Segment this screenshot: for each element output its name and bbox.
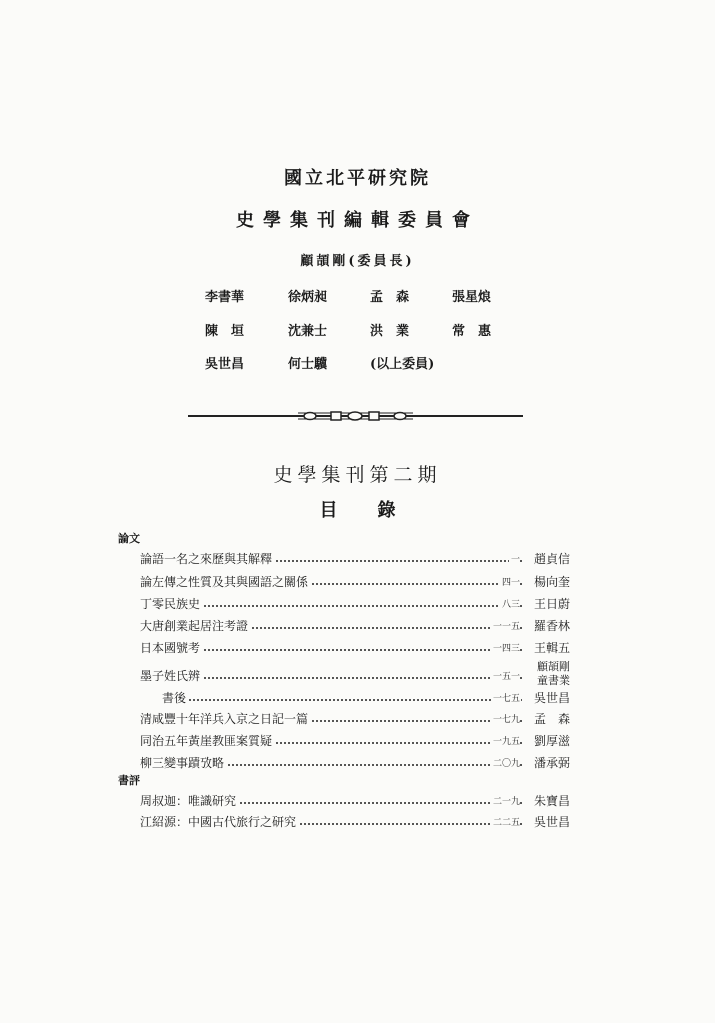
category-label: 書評 — [118, 774, 140, 787]
member-note: (以上委員) — [370, 357, 435, 372]
issue-title: 史學集刊第二期 — [273, 464, 442, 486]
toc-entry — [140, 732, 570, 752]
entry-title: 大唐創業起居注考證 — [140, 617, 251, 634]
member-name: 沈兼士 — [288, 324, 328, 339]
entry-title: 同治五年黃崖教匪案質疑 — [140, 732, 275, 749]
entry-title: 墨子姓氏辨 — [140, 667, 203, 684]
entry-author: 朱寶昌 — [522, 792, 570, 809]
entry-author: 趙貞信 — [522, 550, 570, 567]
committee-name: 史學集刊編輯委員會 — [236, 210, 479, 231]
entry-page: 一四三 — [491, 641, 520, 654]
entry-page: 八三 — [500, 597, 520, 610]
member-name: 陳 垣 — [205, 324, 245, 339]
entry-author: 楊向奎 — [522, 573, 570, 590]
entry-page: 二一九 — [491, 794, 520, 807]
toc-entry — [140, 792, 570, 812]
member-row — [0, 286, 715, 306]
toc-entry — [140, 550, 570, 570]
entry-author: 吳世昌 — [522, 689, 570, 706]
entry-page: 一一五 — [491, 619, 520, 632]
entry-title: 柳三變事蹟攷略 — [140, 754, 227, 771]
entry-authors — [522, 660, 570, 688]
toc-entry — [140, 595, 570, 615]
entry-author: 羅香林 — [522, 617, 570, 634]
entry-author: 童書業 — [537, 674, 570, 687]
entry-author: 王日蔚 — [522, 595, 570, 612]
entry-title: 書後 — [162, 689, 189, 706]
toc-entry — [140, 660, 570, 687]
entry-title: 論語一名之來歷與其解釋 — [140, 550, 275, 567]
entry-author: 王輯五 — [522, 639, 570, 656]
entry-title: 清咸豐十年洋兵入京之日記一篇 — [140, 710, 311, 727]
entry-page: 二二五 — [491, 815, 520, 828]
entry-page: 一五一 — [491, 669, 520, 682]
entry-page: 一 — [509, 552, 520, 565]
entry-page: 一九五 — [491, 734, 520, 747]
toc-entry — [140, 573, 570, 593]
entry-page: 一七九 — [491, 712, 520, 725]
toc-entry — [140, 617, 570, 637]
member-row — [0, 320, 715, 340]
entry-page: 一七五 — [491, 691, 520, 704]
member-name: 何士驥 — [288, 357, 328, 372]
entry-title: 日本國號考 — [140, 639, 203, 656]
entry-title: 江紹源：中國古代旅行之研究 — [140, 813, 299, 830]
entry-author: 孟 森 — [522, 710, 570, 727]
member-row — [0, 353, 715, 373]
entry-author: 潘承弼 — [522, 754, 570, 771]
member-name: 常 惠 — [452, 324, 492, 339]
toc-heading: 目錄 — [319, 500, 436, 521]
member-name: 張星烺 — [452, 290, 492, 305]
member-name: 李書華 — [205, 290, 245, 305]
toc-entry — [140, 639, 570, 659]
entry-title: 論左傳之性質及其與國語之關係 — [140, 573, 311, 590]
member-name: 洪 業 — [370, 324, 410, 339]
member-name: 吳世昌 — [205, 357, 245, 372]
category-label: 論文 — [118, 532, 140, 545]
toc-entry — [140, 710, 570, 730]
institution-name: 國立北平研究院 — [284, 168, 431, 189]
toc-entry — [162, 689, 570, 709]
member-name: 孟 森 — [370, 290, 410, 305]
ornamental-divider — [188, 405, 523, 427]
toc-entry — [140, 813, 570, 833]
entry-title: 丁零民族史 — [140, 595, 203, 612]
member-name: 徐炳昶 — [288, 290, 328, 305]
toc-entry — [140, 754, 570, 774]
entry-author: 劉厚滋 — [522, 732, 570, 749]
committee-chair: 顧頡剛(委員長) — [300, 254, 415, 269]
entry-page: 二〇九 — [491, 756, 520, 769]
entry-title: 周叔迦：唯識研究 — [140, 792, 239, 809]
entry-author: 顧頡剛 — [537, 660, 570, 673]
entry-page: 四一 — [500, 575, 520, 588]
entry-author: 吳世昌 — [522, 813, 570, 830]
